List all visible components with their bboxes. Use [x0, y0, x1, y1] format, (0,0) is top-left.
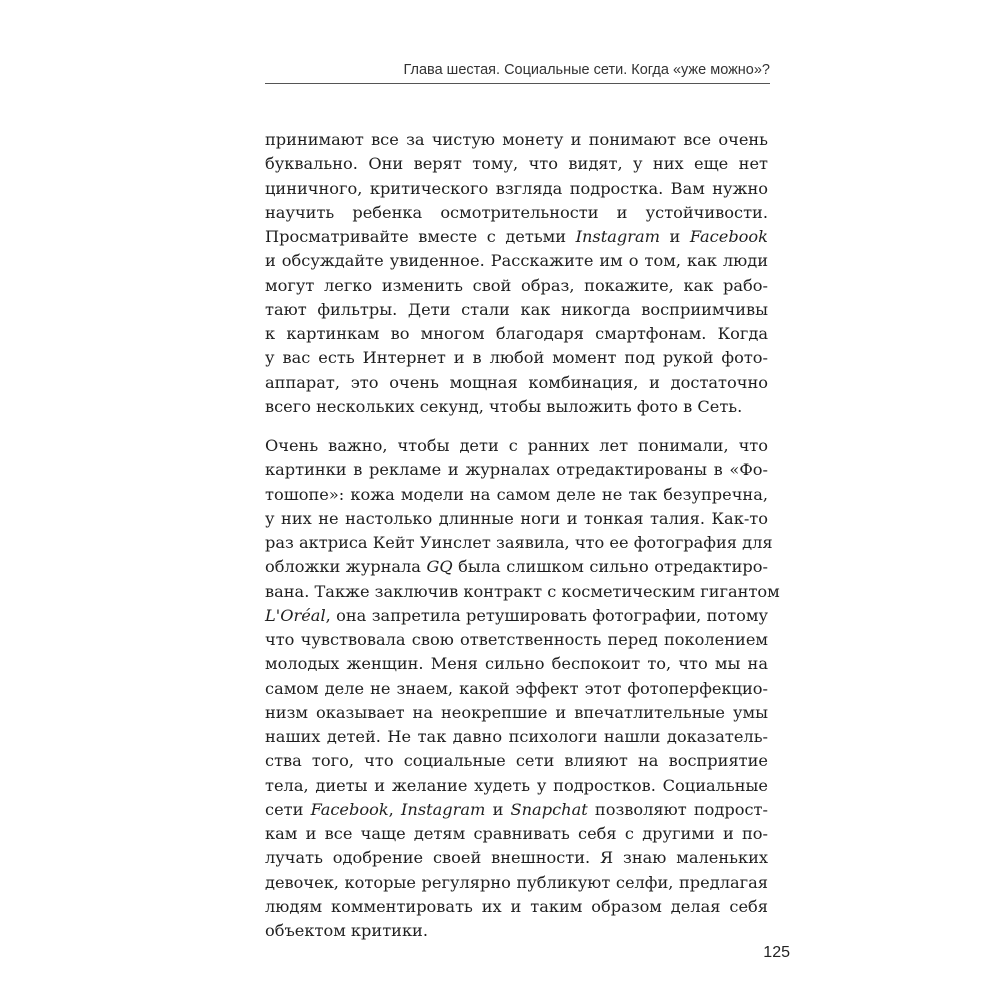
text-line — [265, 371, 768, 395]
text-line — [265, 395, 768, 419]
text-run: самом деле не знаем, какой эффект этот фотоперфекцио- — [265, 678, 768, 698]
text-run: что чувствовала свою ответственность перед поколением — [265, 630, 768, 649]
text-run: научить ребенка осмотрительности и устойчивости. — [265, 202, 768, 222]
italic-term: Snapchat — [510, 799, 588, 819]
text-line — [265, 458, 768, 482]
text-run: циничного, критического взгляда подростка. Вам нужно — [265, 178, 768, 198]
text-line — [265, 346, 768, 370]
text-line — [265, 580, 780, 604]
text-line — [265, 652, 768, 676]
text-line — [265, 822, 768, 846]
text-run: людям комментировать их и таким образом делая себя — [265, 896, 768, 916]
text-line — [265, 871, 768, 895]
italic-term: Facebook — [310, 799, 389, 819]
text-run: у них не настолько длинные ноги и тонкая талия. Как-то — [265, 508, 768, 528]
text-line — [265, 152, 768, 176]
text-line — [265, 434, 768, 458]
italic-term: Facebook — [689, 227, 768, 246]
text-run: и — [659, 227, 690, 246]
text-run: тела, диеты и желание худеть у подростков. Социальные — [265, 775, 768, 795]
text-run: Просматривайте вместе с детьми — [265, 227, 576, 246]
text-line — [265, 249, 768, 273]
text-run: наших детей. Не так давно психологи нашли доказатель- — [265, 727, 768, 746]
text-line — [265, 895, 768, 919]
text-line — [265, 201, 768, 225]
paragraph — [265, 434, 780, 943]
text-line — [265, 628, 768, 652]
italic-term: Instagram — [575, 227, 660, 246]
text-run: тошопе»: кожа модели на самом деле не так безупречна, — [265, 484, 768, 504]
text-line — [265, 128, 768, 152]
text-run: объектом критики. — [265, 921, 428, 940]
text-run: сети — [265, 799, 311, 819]
text-run: обложки журнала — [265, 557, 427, 577]
text-line — [265, 322, 768, 346]
text-run: всего нескольких секунд, чтобы выложить фото в Сеть. — [265, 396, 743, 416]
running-head: Глава шестая. Социальные сети. Когда «уже можно»? — [403, 62, 770, 78]
text-line — [265, 846, 768, 870]
italic-term: GQ — [426, 557, 453, 577]
text-run: принимают все за чистую монету и понимают все очень — [265, 130, 768, 149]
text-line — [265, 604, 768, 628]
text-line — [265, 225, 768, 249]
text-run: и — [485, 799, 511, 819]
text-line — [265, 298, 768, 322]
text-run: аппарат, это очень мощная комбинация, и достаточно — [265, 372, 768, 392]
text-run: лучать одобрение своей внешности. Я знаю маленьких — [265, 848, 768, 868]
text-run: к картинкам во многом благодаря смартфонам. Когда — [265, 324, 768, 343]
paragraph — [265, 128, 768, 419]
italic-term: Instagram — [401, 799, 486, 819]
text-line — [265, 177, 768, 201]
text-run: у вас есть Интернет и в любой момент под рукой фото- — [265, 348, 768, 368]
text-line — [265, 555, 768, 579]
page-number: 125 — [763, 944, 790, 961]
text-run: тают фильтры. Дети стали как никогда восприимчивы — [265, 299, 768, 319]
text-run: была слишком сильно отредактиро- — [452, 557, 768, 577]
text-run: картинки в рекламе и журналах отредактированы в «Фо- — [265, 460, 768, 480]
text-run: , — [388, 799, 401, 819]
text-run: и обсуждайте увиденное. Расскажите им о том, как люди — [265, 251, 768, 271]
text-run: могут легко изменить свой образ, покажите, как рабо- — [265, 275, 768, 295]
text-run: молодых женщин. Меня сильно беспокоит то, что мы на — [265, 654, 768, 674]
text-line — [265, 774, 768, 798]
text-run: кам и все чаще детям сравнивать себя с другими и по- — [265, 824, 768, 843]
text-line — [265, 483, 768, 507]
text-run: ства того, что социальные сети влияют на восприятие — [265, 751, 768, 771]
text-line — [265, 531, 773, 555]
text-line — [265, 749, 768, 773]
text-line — [265, 701, 768, 725]
text-run: буквально. Они верят тому, что видят, у них еще нет — [265, 154, 768, 174]
text-line — [265, 798, 768, 822]
text-run: Очень важно, чтобы дети с ранних лет понимали, что — [265, 436, 768, 455]
italic-term: L'Oréal — [265, 605, 326, 625]
text-run: девочек, которые регулярно публикуют селфи, предлагая — [265, 872, 768, 892]
text-line — [265, 725, 768, 749]
text-line — [265, 919, 768, 943]
header-rule — [265, 83, 770, 84]
text-run: вана. Также заключив контракт с косметическим гигантом — [265, 581, 780, 601]
body-text — [265, 128, 780, 943]
text-run: позволяют подрост- — [587, 799, 768, 819]
text-run: низм оказывает на неокрепшие и впечатлительные умы — [265, 702, 768, 722]
text-line — [265, 677, 768, 701]
text-run: раз актриса Кейт Уинслет заявила, что ее фотография для — [265, 533, 773, 552]
text-run: , она запретила ретушировать фотографии, потому — [325, 605, 768, 625]
text-line — [265, 507, 768, 531]
text-line — [265, 274, 768, 298]
